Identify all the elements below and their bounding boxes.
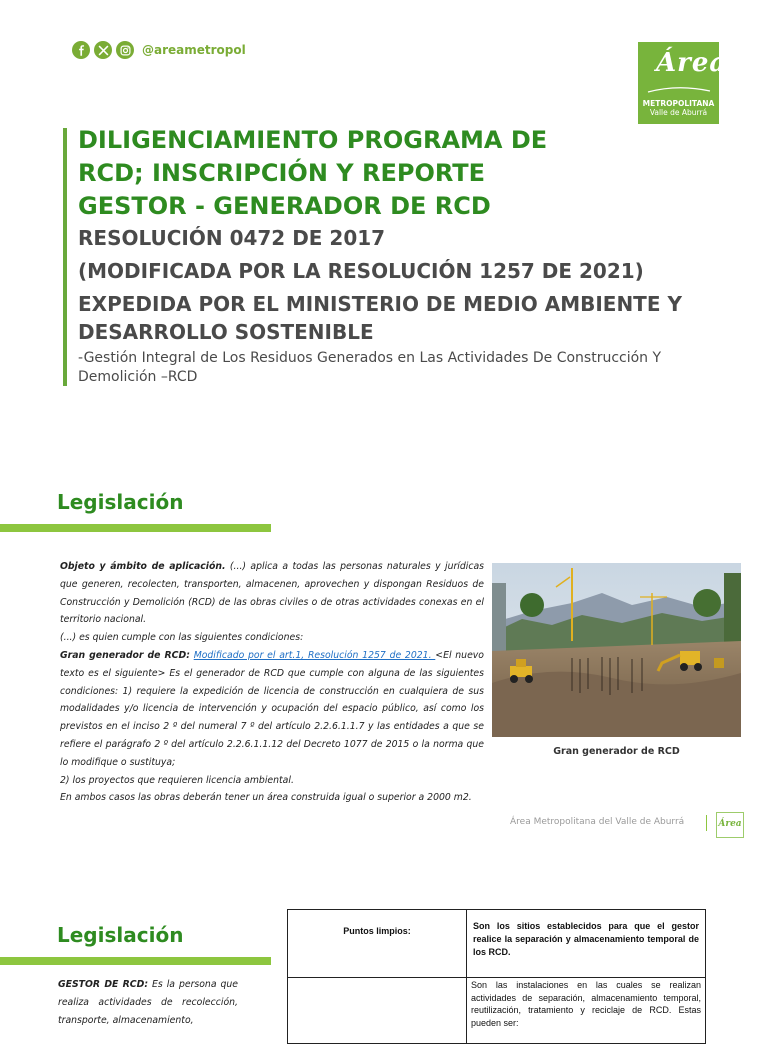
section2-underline xyxy=(0,957,271,965)
scope-note xyxy=(78,349,678,387)
note-line1: -Gestión Integral de Los Residuos Generados en Las Actividades De Construcción Y xyxy=(78,350,662,366)
section2-body xyxy=(58,976,238,1030)
table-cell-label: Puntos limpios: xyxy=(288,910,467,978)
resolution-heading: RESOLUCIÓN 0472 DE 2017 xyxy=(78,226,386,250)
paragraph-condiciones: (...) es quien cumple con las siguientes condiciones: xyxy=(60,632,304,644)
footer-logo: Área xyxy=(716,812,744,838)
objeto-label: Objeto y ámbito de aplicación. xyxy=(60,561,226,572)
table-cell-empty xyxy=(288,978,467,1044)
logo-line1: METROPOLITANA xyxy=(642,99,715,108)
title-line1: DILIGENCIAMIENTO PROGRAMA DE xyxy=(78,126,548,154)
title-line2: RCD; INSCRIPCIÓN Y REPORTE xyxy=(78,159,486,187)
paragraph-area-construida: En ambos casos las obras deberán tener un área construida igual o superior a 2000 m2. xyxy=(60,792,472,804)
section1-underline xyxy=(0,524,271,532)
area-metropolitana-logo xyxy=(638,42,728,124)
table-row xyxy=(288,910,706,978)
title-line3: GESTOR - GENERADOR DE RCD xyxy=(78,192,491,220)
paragraph-objeto xyxy=(60,558,484,629)
paragraph-gran-generador xyxy=(60,647,484,772)
section1-heading: Legislación xyxy=(57,490,184,514)
footer-text: Área Metropolitana del Valle de Aburrá xyxy=(510,817,685,827)
objeto-text: (...) aplica a todas las personas naturales y jurídicas que generen, recolecten, transporten, almacenen, aprovechen y dispongan Residuos de Construcción y Demolición (RCD) de las obras civiles o de otras actividades conexas en el territorio nacional. xyxy=(60,561,484,626)
table-cell-value: Son los sitios establecidos para que el gestor realice la separación y almacenamiento temporal de los RCD. xyxy=(467,910,706,978)
gran-generador-label: Gran generador de RCD: xyxy=(60,649,190,661)
title-accent-bar xyxy=(63,128,67,386)
section1-body xyxy=(60,558,484,807)
resolucion-1257-link[interactable]: Modificado por el art.1, Resolución 1257 de 2021. xyxy=(193,649,436,661)
issuer-line2: DESARROLLO SOSTENIBLE xyxy=(78,320,374,344)
section2-heading: Legislación xyxy=(57,923,184,947)
footer-separator xyxy=(706,815,707,831)
instagram-icon[interactable] xyxy=(116,41,134,59)
gran-generador-text: <El nuevo texto es el siguiente> Es el generador de RCD que cumple con alguna de las siguientes condiciones: 1) requiere la expedición de licencia de construcción en cualquiera de sus modalidades y/o licencia de intervención y ocupación del espacio público, así como los previstos en el inciso 2 º del numeral 7 º del artículo 2.2.6.1.1.7 y las entidades a que se refiere el parágrafo 2 º del artículo 2.2.6.1.1.12 del Decreto 1077 de 2015 o la norma que lo modifique o sustituya; xyxy=(60,649,484,768)
page-title xyxy=(78,124,638,223)
facebook-icon[interactable] xyxy=(72,41,90,59)
table-row xyxy=(288,978,706,1044)
issuer-line1: EXPEDIDA POR EL MINISTERIO DE MEDIO AMBIENTE Y xyxy=(78,292,682,316)
modified-heading: (MODIFICADA POR LA RESOLUCIÓN 1257 DE 2021) xyxy=(78,259,644,283)
x-icon[interactable] xyxy=(94,41,112,59)
social-links xyxy=(72,41,246,59)
gestor-label: GESTOR DE RCD: xyxy=(58,979,149,990)
photo-caption: Gran generador de RCD xyxy=(553,746,680,757)
paragraph-licencia-ambiental: 2) los proyectos que requieren licencia ambiental. xyxy=(60,774,294,786)
table-cell-value: Son las instalaciones en las cuales se realizan actividades de separación, almacenamiento temporal, reutilización, tratamiento y reciclaje de RCD. Estas pueden ser: xyxy=(467,978,706,1044)
gestor-text: Es la persona que realiza actividades de recolección, transporte, almacenamiento, xyxy=(58,979,238,1026)
social-handle[interactable]: @areametropol xyxy=(142,43,246,57)
construction-site-photo xyxy=(492,563,741,737)
logo-line2: Valle de Aburrá xyxy=(649,108,708,117)
note-line2: Demolición –RCD xyxy=(78,369,198,385)
logo-script: Área xyxy=(656,48,728,78)
